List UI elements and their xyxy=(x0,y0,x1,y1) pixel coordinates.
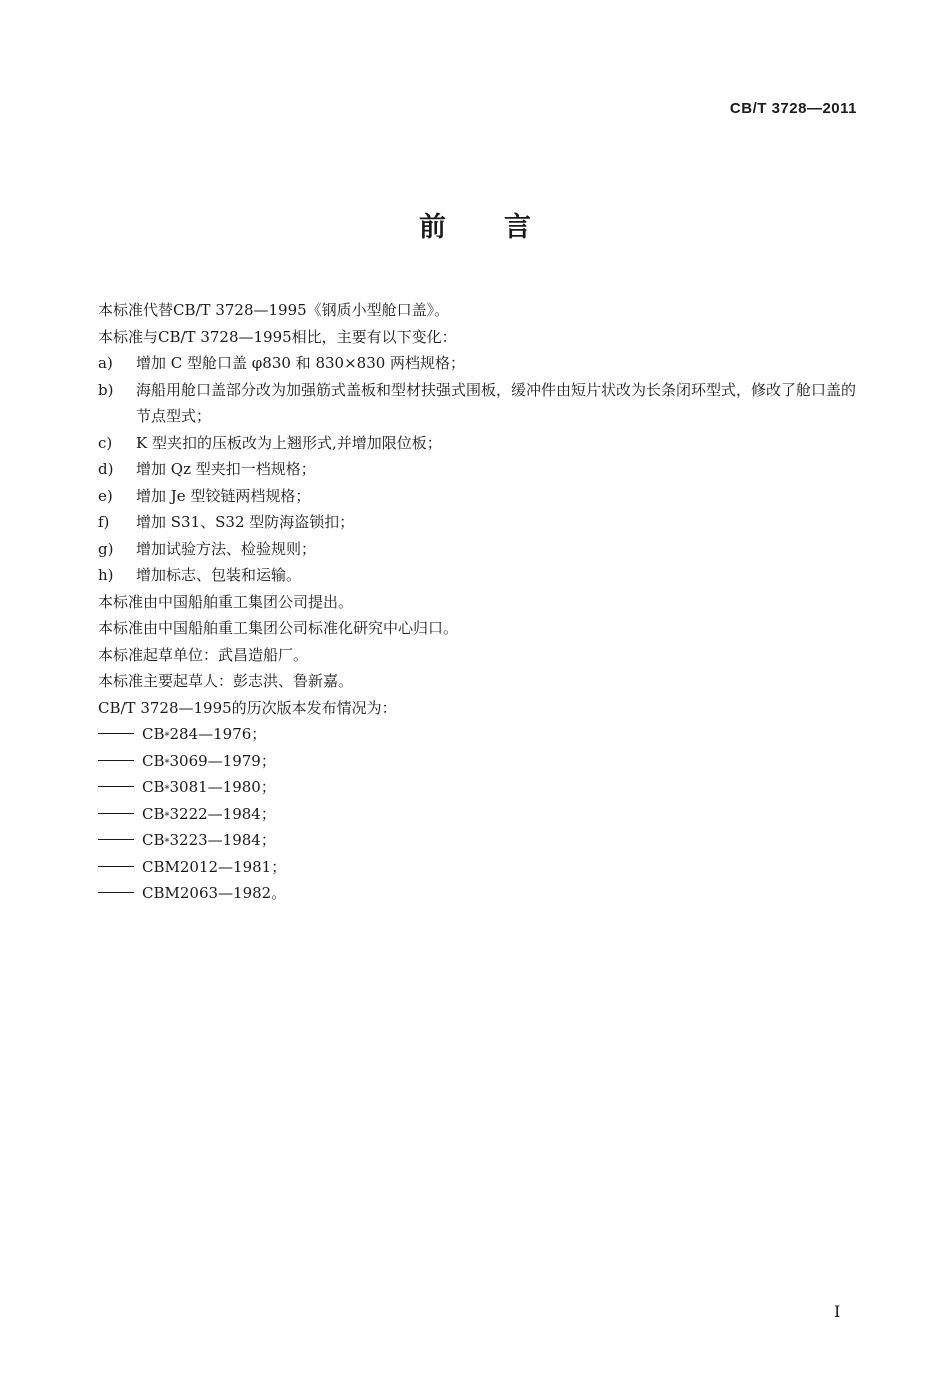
list-item-label: b) xyxy=(98,380,114,399)
list-item-label: e) xyxy=(98,486,113,505)
list-item xyxy=(98,536,868,563)
history-prefix: CB xyxy=(142,804,165,823)
history-item: CB * 3081—1980； xyxy=(98,774,868,801)
list-item xyxy=(98,377,868,430)
history-rest: 284—1976； xyxy=(169,725,267,743)
replacement-statement: 本标准代替CB/T 3728—1995《钢质小型舱口盖》。 xyxy=(98,301,450,319)
list-item-text: K 型夹扣的压板改为上翘形式,并增加限位板； xyxy=(136,433,442,452)
history-intro: CB/T 3728—1995的历次版本发布情况为： xyxy=(98,698,397,717)
centralized-statement: 本标准由中国船舶重工集团公司标准化研究中心归口。 xyxy=(98,619,459,637)
history-prefix: CB xyxy=(142,778,165,796)
history-prefix: CB xyxy=(142,831,165,849)
history-rest: 3069—1979； xyxy=(169,751,276,770)
history-prefix: CBM xyxy=(142,884,180,902)
dash-mark xyxy=(98,839,134,840)
history-prefix: CBM xyxy=(142,857,180,876)
changes-list xyxy=(98,350,868,589)
history-rest: 2063—1982。 xyxy=(179,884,287,902)
history-rest: 3222—1984； xyxy=(169,804,276,823)
proposer-statement: 本标准由中国船舶重工集团公司提出。 xyxy=(98,592,354,611)
list-item-label: h) xyxy=(98,566,114,584)
list-item-label: f) xyxy=(98,513,110,531)
document-code: CB/T 3728—2011 xyxy=(729,100,857,117)
dash-mark xyxy=(98,892,134,893)
list-item-text: 增加 Qz 型夹扣一档规格； xyxy=(136,460,316,478)
history-item xyxy=(98,854,868,881)
foreword-body xyxy=(98,297,868,907)
list-item-label: a) xyxy=(98,354,113,372)
list-item-text: 海船用舱口盖部分改为加强筋式盖板和型材扶强式围板，缓冲件由短片状改为长条闭环型式，修改了舱口盖的节点型式； xyxy=(136,380,857,425)
drafting-unit-statement: 本标准起草单位：武昌造船厂。 xyxy=(98,645,309,664)
history-item: CB * 3069—1979； xyxy=(98,748,868,775)
changes-intro: 本标准与CB/T 3728—1995相比，主要有以下变化： xyxy=(98,327,457,346)
history-prefix: CB xyxy=(142,725,165,743)
list-item-text: 增加 S31、S32 型防海盗锁扣； xyxy=(136,513,355,531)
drafters-statement: 本标准主要起草人：彭志洪、鲁新嘉。 xyxy=(98,672,354,690)
history-rest: 3081—1980； xyxy=(169,778,276,796)
list-item-label: g) xyxy=(98,539,114,558)
page-title: 前言 xyxy=(419,212,589,243)
dash-mark xyxy=(98,733,134,734)
dash-mark xyxy=(98,760,134,761)
dash-mark xyxy=(98,813,134,814)
page-number: I xyxy=(834,1302,841,1321)
list-item-text: 增加标志、包装和运输。 xyxy=(136,566,302,584)
list-item xyxy=(98,562,868,589)
history-list xyxy=(98,721,868,907)
dash-mark xyxy=(98,866,134,867)
history-rest: 3223—1984； xyxy=(169,831,276,849)
list-item-text: 增加试验方法、检验规则； xyxy=(136,539,317,558)
list-item-text: 增加 C 型舱口盖 φ830 和 830×830 两档规格； xyxy=(136,354,466,372)
list-item-label: d) xyxy=(98,460,114,478)
history-item: CB * 284—1976； xyxy=(98,721,868,748)
list-item xyxy=(98,350,868,377)
list-item-text: 增加 Je 型铰链两档规格； xyxy=(136,486,311,505)
list-item xyxy=(98,456,868,483)
history-item: CB * 3223—1984； xyxy=(98,827,868,854)
history-prefix: CB xyxy=(142,751,165,770)
history-rest: 2012—1981； xyxy=(179,857,287,876)
list-item xyxy=(98,483,868,510)
dash-mark xyxy=(98,786,134,787)
list-item xyxy=(98,430,868,457)
history-item: CB * 3222—1984； xyxy=(98,801,868,828)
history-item xyxy=(98,880,868,907)
list-item xyxy=(98,509,868,536)
list-item-label: c) xyxy=(98,433,113,452)
